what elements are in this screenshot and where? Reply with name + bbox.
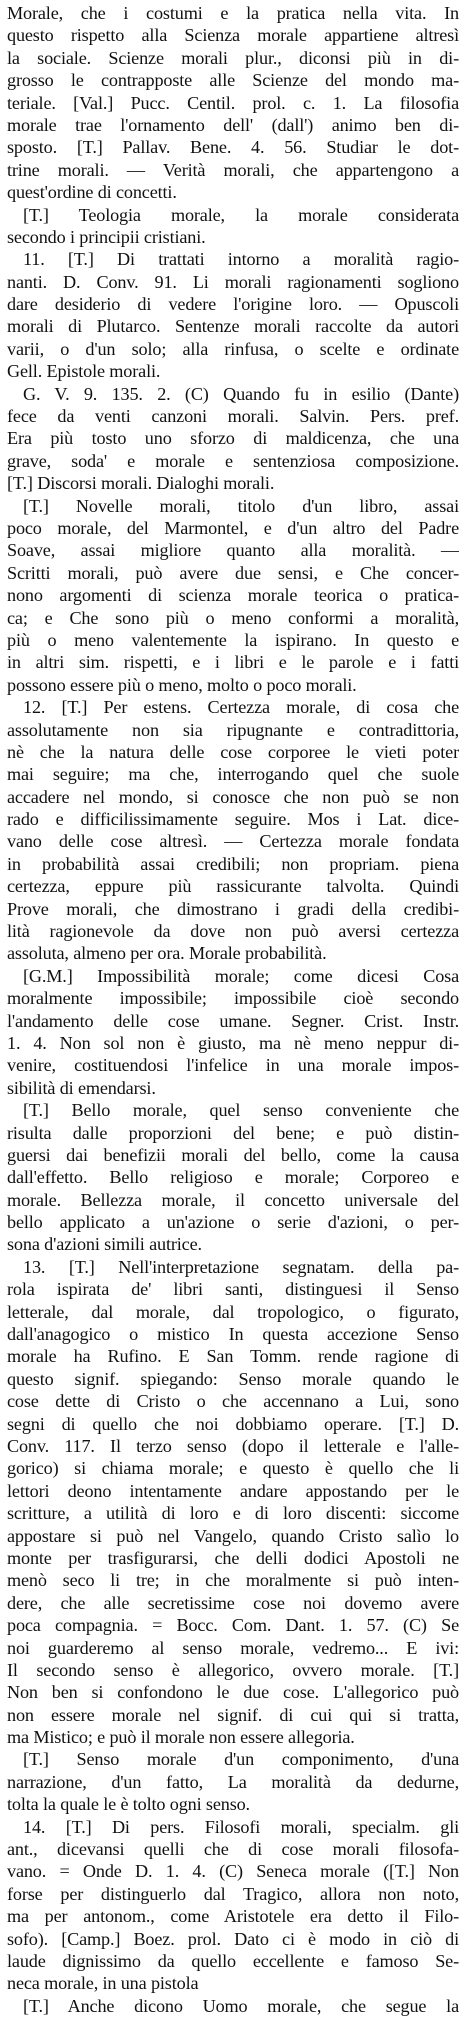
text-line: secondo i principii cristiani. (7, 226, 206, 247)
text-line: dere, che alle secretissime cose noi dovemo avere (7, 1592, 459, 1613)
text-line: nanti. D. Conv. 91. Li morali ragionamenti sogliono (7, 271, 459, 292)
text-line: [T.] Discorsi morali. Dialoghi morali. (7, 473, 275, 494)
text-line: sofo). [Camp.] Boez. prol. Dato ci è modo in ciò di (7, 1928, 459, 1949)
text-line: fece da venti canzoni morali. Salvin. Pers. pref. (7, 406, 459, 427)
text-line: lità ragionevole da dove non può aversi certezza (7, 921, 459, 942)
text-line: risulta dalle proporzioni del bene; e può distin- (7, 1122, 459, 1143)
text-line: lettori deono intentamente andare appostando per le (7, 1480, 459, 1501)
text-line: dall'effetto. Bello religioso e morale; Corporeo e (7, 1167, 459, 1188)
text-line: mai seguire; ma che, interrogando quel che suole (7, 764, 459, 785)
text-line: 13. [T.] Nell'interpretazione segnatam. della pa- (23, 1256, 459, 1277)
text-line: grave, soda' e morale e sentenziosa composizione. (7, 450, 459, 471)
text-line: grosso le contrapposte alle Scienze del mondo ma- (7, 70, 459, 91)
text-line: [T.] Novelle morali, titolo d'un libro, assai (23, 495, 459, 516)
text-line: appostare si può nel Vangelo, quando Cristo salìo lo (7, 1525, 459, 1546)
text-line: Non ben si confondono le due cose. L'allegorico può (7, 1682, 459, 1703)
text-line: 11. [T.] Di trattati intorno a moralità ragio- (23, 249, 459, 270)
text-line: Scritti morali, può avere due sensi, e Che concer- (7, 562, 459, 583)
text-line: noi guarderemo al senso morale, vedremo... E ivi: (7, 1637, 459, 1658)
text-line: Il secondo senso è allegorico, ovvero morale. [T.] (7, 1659, 459, 1680)
text-line: guersi dai benefizii morali del bello, come la causa (7, 1144, 459, 1165)
text-line: in probabilità assai credibili; non propriam. piena (7, 853, 459, 874)
text-line: morale. Bellezza morale, il concetto universale del (7, 1189, 459, 1210)
text-line: la sociale. Scienze morali plur., diconsi più in di- (7, 47, 459, 68)
text-line: narrazione, d'un fatto, La moralità da dedurne, (7, 1771, 459, 1792)
text-line: accadere nel mondo, si conosce che non può se non (7, 786, 459, 807)
text-line: laude dignissimo da quello eccellente e famoso Se- (7, 1950, 459, 1971)
text-line: letterale, dal morale, dal tropologico, o figurato, (7, 1301, 459, 1322)
text-line: trine morali. — Verità morali, che appartengono a (7, 159, 459, 180)
text-line: segni di quello che noi dobbiamo operare. [T.] D. (7, 1413, 459, 1434)
text-line: bello applicato a un'azione o serie d'azioni, o per- (7, 1212, 459, 1233)
text-line: [T.] Bello morale, quel senso conveniente che (23, 1100, 459, 1121)
text-line: Conv. 117. Il terzo senso (dopo il letterale e l'alle- (7, 1436, 459, 1456)
text-line: certezza, eppure più rassicurante talvolta. Quindi (7, 876, 459, 897)
text-line: poca compagnia. = Bocc. Com. Dant. 1. 57. (C) Se (7, 1615, 459, 1636)
text-line: [T.] Anche dicono Uomo morale, che segue la (23, 1995, 459, 2016)
text-line: monte per trasfigurarsi, che delli dodici Apostoli ne (7, 1547, 459, 1568)
text-line: rado e difficilissimamente seguire. Mos i Lat. dice- (7, 809, 459, 830)
text-line: cose dette di Cristo o che accennano a Lui, sono (7, 1391, 459, 1412)
text-line: moralmente impossibile; impossibile cioè secondo (7, 988, 459, 1009)
text-line: sibilità di emendarsi. (7, 1077, 156, 1098)
text-line: poco morale, del Marmontel, e d'un altro del Padre (7, 517, 459, 538)
text-line: venire, costituendosi l'infelice in una morale impos- (7, 1055, 459, 1076)
text-line: dall'anagogico o mistico In questa accezione Senso (7, 1324, 459, 1345)
text-line: [G.M.] Impossibilità morale; come dicesi Cosa (23, 965, 459, 986)
text-line: più o meno valentemente la ispirano. In questo e (7, 629, 459, 650)
text-line: ant., dicevansi quelli che di cose morali filosofa- (7, 1839, 459, 1860)
text-line: sposto. [T.] Pallav. Bene. 4. 56. Studiar le dot- (7, 137, 459, 158)
text-line: ma Mistico; e può il morale non essere allegoria. (7, 1727, 355, 1748)
text-line: 14. [T.] Di pers. Filosofi morali, specialm. gli (23, 1816, 459, 1837)
text-line: menò seco li tre; in che moralmente si può inten- (7, 1570, 459, 1591)
text-line: possono essere più o meno, molto o poco morali. (7, 674, 357, 695)
text-line: questo signif. spiegando: Senso morale quando le (7, 1368, 459, 1389)
text-line: morale trae l'ornamento dell' (dall') animo ben di- (7, 114, 459, 135)
text-line: gorico) si chiama morale; e questo è quello che li (7, 1458, 459, 1479)
text-line: Era più tosto uno sforzo di maldicenza, che una (7, 428, 459, 449)
text-line: varii, o d'un solo; alla rinfusa, o scelte e ordinate (7, 338, 459, 359)
text-line: dare desiderio di vedere l'origine loro. — Opuscoli (7, 294, 459, 315)
text-line: scritture, a utilità di loro e di loro discenti: siccome (7, 1503, 459, 1524)
text-line: neca morale, in una pistola (7, 1973, 199, 1994)
text-line: nono argomenti di scienza morale teorica o pratica- (7, 585, 459, 606)
text-line: assolutamente non sia ripugnante e contradittoria, (7, 719, 459, 740)
text-line: Prove morali, che dimostrano i gradi della credibi- (7, 898, 459, 919)
text-line: vano. = Onde D. 1. 4. (C) Seneca morale ([T.] Non (7, 1861, 459, 1882)
text-line: Soave, assai migliore quanto alla moralità. — (7, 540, 459, 561)
text-line: questo rispetto alla Scienza morale appartiene altresì (7, 25, 459, 46)
text-line: morale ha Rufino. E San Tomm. rende ragione di (7, 1346, 459, 1367)
text-line: tolta la quale le è tolto ogni senso. (7, 1794, 250, 1815)
text-line: [T.] Senso morale d'un componimento, d'una (23, 1749, 459, 1770)
text-line: l'andamento delle cose umane. Segner. Crist. Instr. (7, 1010, 459, 1031)
text-line: in altri sim. rispetti, e i libri e le parole e i fatti (7, 652, 459, 673)
text-line: ca; e Che sono più o meno conformi a moralità, (7, 607, 459, 628)
text-line: rola ispirata de' libri santi, distinguesi il Senso (7, 1279, 459, 1300)
text-line: sona d'azioni simili autrice. (7, 1234, 202, 1255)
text-line: ma per antonom., come Aristotele era detto il Filo- (7, 1906, 459, 1927)
text-line: nè che la natura delle cose corporee le vieti poter (7, 741, 459, 762)
text-line: 1. 4. Non sol non è giusto, ma nè meno neppur di- (7, 1032, 459, 1053)
text-line: assoluta, almeno per ora. Morale probabilità. (7, 943, 327, 964)
text-line: 12. [T.] Per estens. Certezza morale, di cosa che (23, 697, 459, 718)
text-line: forse per distinguerlo dal Tragico, allora non noto, (7, 1883, 459, 1904)
text-line: quest'ordine di concetti. (7, 182, 177, 203)
text-line: vano delle cose altresì. — Certezza morale fondata (7, 831, 459, 852)
text-line: Gell. Epistole morali. (7, 361, 161, 382)
text-line: G. V. 9. 135. 2. (C) Quando fu in esilio (Dante) (23, 383, 459, 404)
text-line: Morale, che i costumi e la pratica nella vita. In (7, 3, 459, 23)
text-line: teriale. [Val.] Pucc. Centil. prol. c. 1. La filosofia (7, 92, 459, 113)
text-line: [T.] Teologia morale, la morale considerata (23, 204, 459, 225)
text-line: morali di Plutarco. Sentenze morali raccolte da autori (7, 316, 459, 337)
text-line: non essere morale nel signif. di cui qui si tratta, (7, 1704, 459, 1725)
